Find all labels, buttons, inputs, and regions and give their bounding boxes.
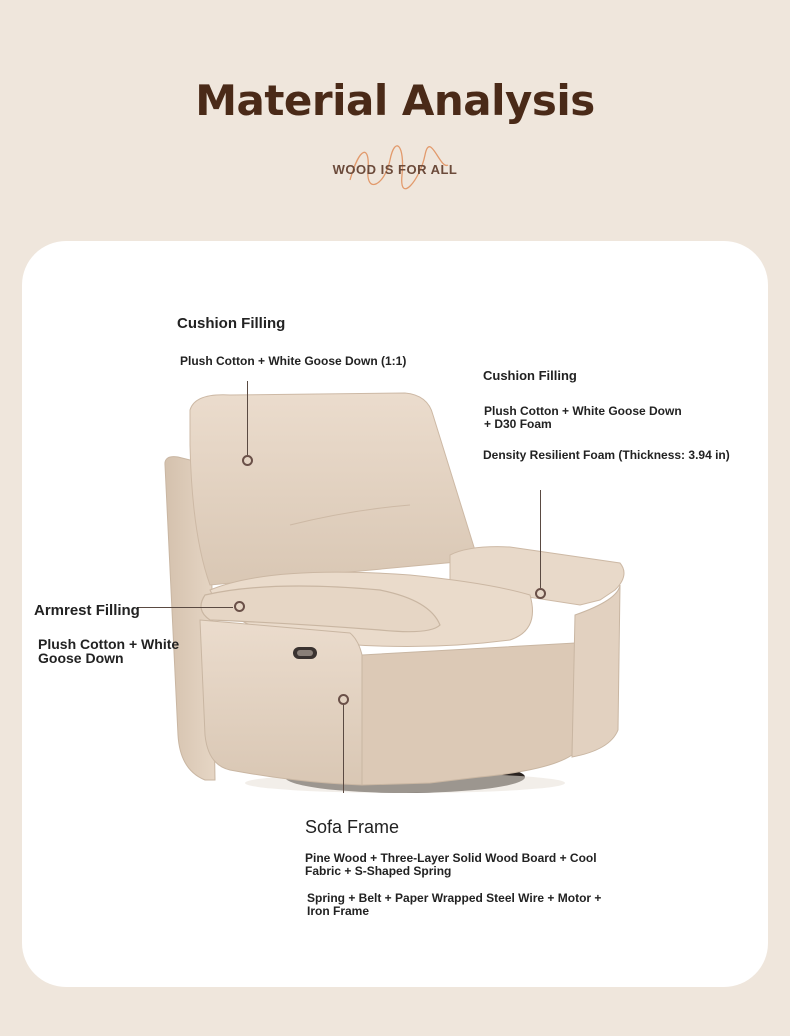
- cushion-top-marker: [242, 455, 253, 466]
- cushion-seat-marker: [535, 588, 546, 599]
- armrest-filling-desc: Plush Cotton + White Goose Down: [38, 636, 180, 666]
- sofa-frame-desc: Pine Wood + Three-Layer Solid Wood Board + Cool Fabric + S-Shaped Spring: [305, 851, 597, 878]
- armrest-filling-title: Armrest Filling: [34, 602, 140, 619]
- seat-cushion-filling-desc: Plush Cotton + White Goose Down + D30 Foam: [484, 404, 682, 431]
- armrest-marker: [234, 601, 245, 612]
- seat-cushion-foam-desc: Density Resilient Foam (Thickness: 3.94 in): [483, 448, 730, 462]
- cushion-filling-desc: Plush Cotton + White Goose Down (1:1): [180, 354, 407, 368]
- sofa-frame-title: Sofa Frame: [305, 817, 400, 837]
- sofa-frame-desc-2: Spring + Belt + Paper Wrapped Steel Wire + Motor + Iron Frame: [307, 891, 602, 918]
- seat-cushion-filling-title: Cushion Filling: [483, 368, 577, 383]
- brand-logo: WOOD IS FOR ALL: [332, 162, 458, 177]
- cushion-filling-title: Cushion Filling: [177, 315, 286, 332]
- page-title: Material Analysis: [195, 76, 595, 125]
- frame-marker: [338, 694, 349, 705]
